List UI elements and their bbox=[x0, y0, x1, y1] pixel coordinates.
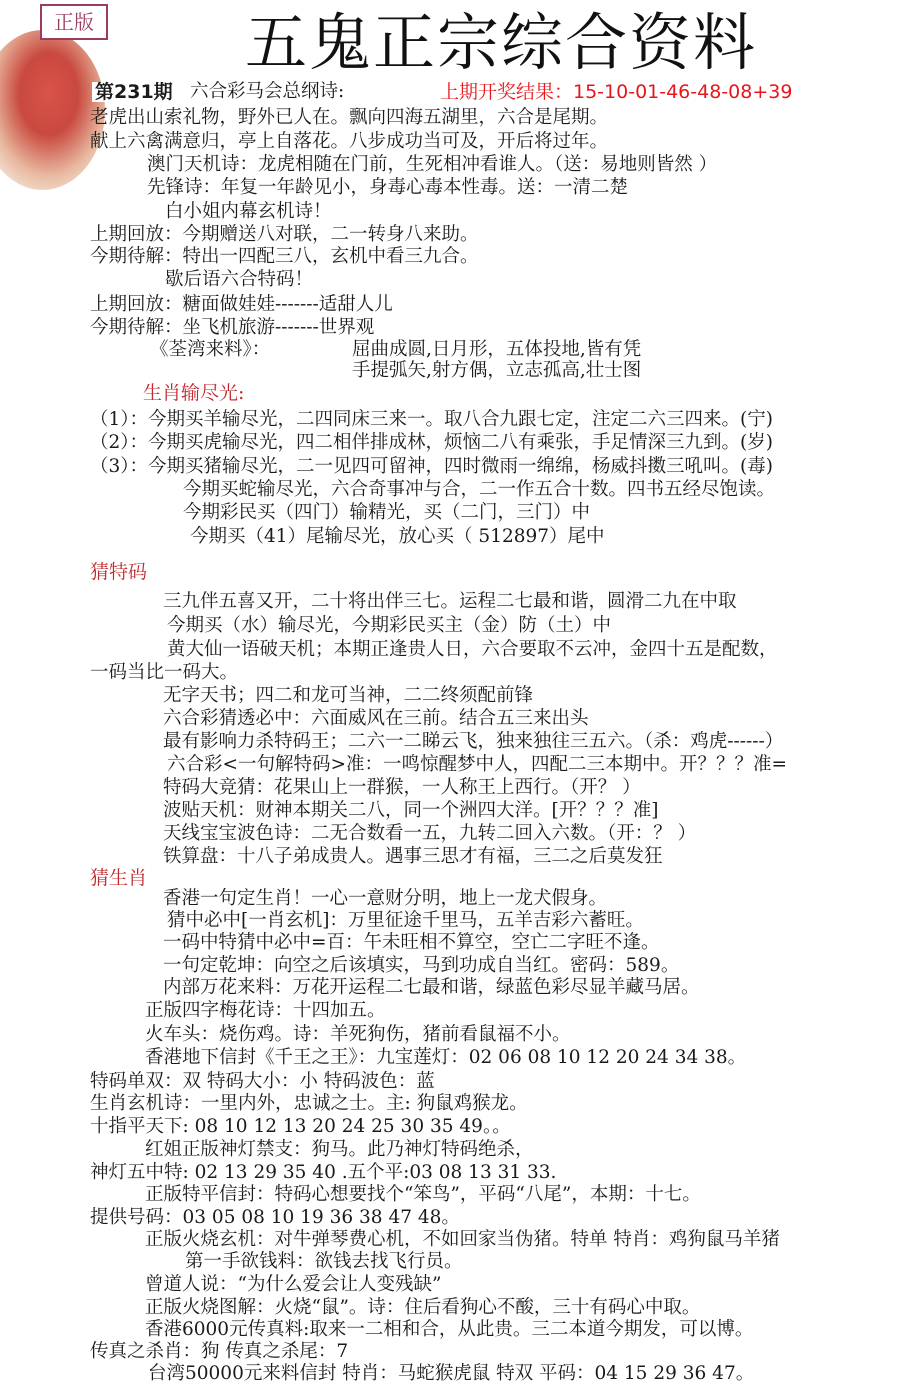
text-line: 神灯五中特: 02 13 29 35 40 .五个平:03 08 13 31 33. bbox=[90, 1162, 557, 1183]
text-line: 六合彩马会总纲诗: bbox=[190, 81, 345, 102]
text-line: 今期买蛇输尽光，六合奇事冲与合，二一作五合十数。四书五经尽饱读。 bbox=[183, 479, 776, 500]
section-heading: 生肖输尽光: bbox=[143, 382, 245, 404]
text-line: 先锋诗：年复一年龄见小，身毒心毒本性毒。送：一清二楚 bbox=[147, 177, 629, 198]
text-line: 台湾50000元来料信封 特肖：马蛇猴虎鼠 特双 平码：04 15 29 36 47。 bbox=[148, 1363, 755, 1384]
text-line: 《荃湾来料》： bbox=[150, 339, 271, 360]
text-line: 六合彩<一句解特码>准：一鸣惊醒梦中人，四配二三本期中。开？？？准= bbox=[167, 754, 788, 775]
text-line: 曾道人说：“为什么爱会让人变残缺” bbox=[145, 1274, 442, 1295]
text-line: 波贴天机：财神本期关二八，同一个洲四大洋。[开？？？准] bbox=[163, 800, 659, 821]
text-line: 最有影响力杀特码王；二六一二睇云飞，独来独往三五六。（杀：鸡虎------） bbox=[163, 731, 784, 752]
text-line: （2）：今期买虎输尽光，四二相伴排成林，烦恼二八有乘张，手足情深三九到。(岁) bbox=[90, 432, 773, 453]
text-line: 火车头：烧伤鸡。诗：羊死狗伤，猪前看鼠福不小。 bbox=[145, 1024, 571, 1045]
text-line: 无字天书；四二和龙可当神，二二终须配前锋 bbox=[163, 685, 534, 706]
text-line: 上期回放：糖面做娃娃-------适甜人儿 bbox=[90, 294, 393, 315]
text-line: 生肖玄机诗：一里内外，忠诚之士。主: 狗鼠鸡猴龙。 bbox=[90, 1093, 528, 1114]
text-line: 屈曲成圆,日月形，五体投地,皆有凭 bbox=[352, 339, 642, 360]
section-heading: 猜特码 bbox=[90, 561, 148, 583]
text-line: 三九伴五喜又开，二十将出伴三七。运程二七最和谐，圆滑二九在中取 bbox=[163, 591, 737, 612]
text-line: （3）：今期买猪输尽光，二一见四可留神，四时微雨一绵绵，杨威抖擞三吼叫。(毒) bbox=[90, 456, 773, 477]
text-line: 白小姐内幕玄机诗！ bbox=[165, 201, 332, 222]
text-line: （1）：今期买羊输尽光，二四同床三来一。取八合九跟七定，注定二六三四来。(宁) bbox=[90, 409, 773, 430]
page-title: 五鬼正宗综合资料 bbox=[245, 6, 758, 79]
text-line: 传真之杀肖：狗 传真之杀尾：7 bbox=[90, 1341, 349, 1362]
text-line: 一码中特猜中必中=百：午未旺相不算空，空亡二字旺不逢。 bbox=[163, 932, 660, 953]
text-line: 铁算盘：十八子弟成贵人。遇事三思才有福，三二之后莫发狂 bbox=[163, 846, 663, 867]
last-draw-result: 上期开奖结果：15-10-01-46-48-08+39 bbox=[440, 81, 793, 103]
text-line: 特码单双：双 特码大小：小 特码波色：蓝 bbox=[90, 1071, 435, 1092]
section-heading: 猜生肖 bbox=[90, 867, 148, 889]
text-line: 手提弧矢,射方偶，立志孤高,壮士图 bbox=[352, 360, 642, 381]
text-line: 今期待解：特出一四配三八，玄机中看三九合。 bbox=[90, 246, 479, 267]
text-line: 红姐正版神灯禁支：狗马。此乃神灯特码绝杀， bbox=[145, 1139, 534, 1160]
issue-number: 第231期 bbox=[92, 82, 176, 102]
text-line: 猜中必中[一肖玄机]：万里征途千里马，五羊吉彩六蓄旺。 bbox=[167, 910, 644, 931]
text-line: 香港6000元传真料:取来一二相和合，从此贵。三二本道今期发，可以博。 bbox=[145, 1319, 754, 1340]
text-line: 今期买（41）尾输尽光，放心买（ 512897）尾中 bbox=[190, 526, 605, 547]
text-line: 第一手欲钱料：欲钱去找飞行员。 bbox=[185, 1251, 463, 1272]
text-line: 十指平天下: 08 10 12 13 20 24 25 30 35 49。。 bbox=[90, 1116, 511, 1137]
text-line: 一码当比一码大。 bbox=[90, 662, 239, 683]
text-line: 内部万花来料：万花开运程二七最和谐，绿蓝色彩尽显羊藏马居。 bbox=[163, 977, 700, 998]
text-line: 香港一句定生肖！一心一意财分明，地上一龙犬假身。 bbox=[163, 888, 608, 909]
text-line: 今期彩民买（四门）输精光，买（二门，三门）中 bbox=[183, 502, 591, 523]
text-line: 今期买（水）输尽光，今期彩民买主（金）防（土）中 bbox=[167, 615, 612, 636]
text-line: 老虎出山索礼物，野外已人在。飘向四海五湖里，六合是尾期。 bbox=[90, 107, 609, 128]
text-line: 澳门天机诗：龙虎相随在门前，生死相冲看谁人。（送：易地则皆然 ） bbox=[147, 154, 718, 175]
text-line: 黄大仙一语破天机；本期正逢贵人日，六合要取不云冲，金四十五是配数， bbox=[167, 639, 778, 660]
text-line: 天线宝宝波色诗：二无合数看一五，九转二回入六数。（开：？ ） bbox=[163, 823, 697, 844]
text-line: 正版火烧图解：火烧“鼠”。诗：住后看狗心不酸，三十有码心中取。 bbox=[145, 1297, 701, 1318]
text-line: 特码大竞猜：花果山上一群猴，一人称王上西行。（开？ ） bbox=[163, 777, 641, 798]
text-line: 献上六禽满意归，亭上自落花。八步成功当可及，开后将过年。 bbox=[90, 131, 609, 152]
text-line: 正版火烧玄机：对牛弹琴费心机，不如回家当伪猪。特单 特肖：鸡狗鼠马羊猪 bbox=[145, 1229, 780, 1250]
text-line: 今期待解：坐飞机旅游-------世界观 bbox=[90, 317, 375, 338]
authentic-badge: 正版 bbox=[40, 4, 108, 40]
text-line: 正版特平信封：特码心想要找个“笨鸟”，平码“八尾”，本期：十七。 bbox=[145, 1184, 701, 1205]
text-line: 六合彩猜透必中：六面威风在三前。结合五三来出头 bbox=[163, 708, 589, 729]
text-line: 提供号码：03 05 08 10 19 36 38 47 48。 bbox=[90, 1207, 460, 1228]
text-line: 香港地下信封《千王之王》：九宝莲灯：02 06 08 10 12 20 24 34 38。 bbox=[145, 1047, 747, 1068]
text-line: 一句定乾坤：向空之后该填实，马到功成自当红。密码：589。 bbox=[163, 955, 680, 976]
text-line: 歇后语六合特码！ bbox=[165, 269, 314, 290]
text-line: 正版四字梅花诗：十四加五。 bbox=[145, 1000, 386, 1021]
text-line: 上期回放：今期赠送八对联，二一转身八来助。 bbox=[90, 224, 479, 245]
